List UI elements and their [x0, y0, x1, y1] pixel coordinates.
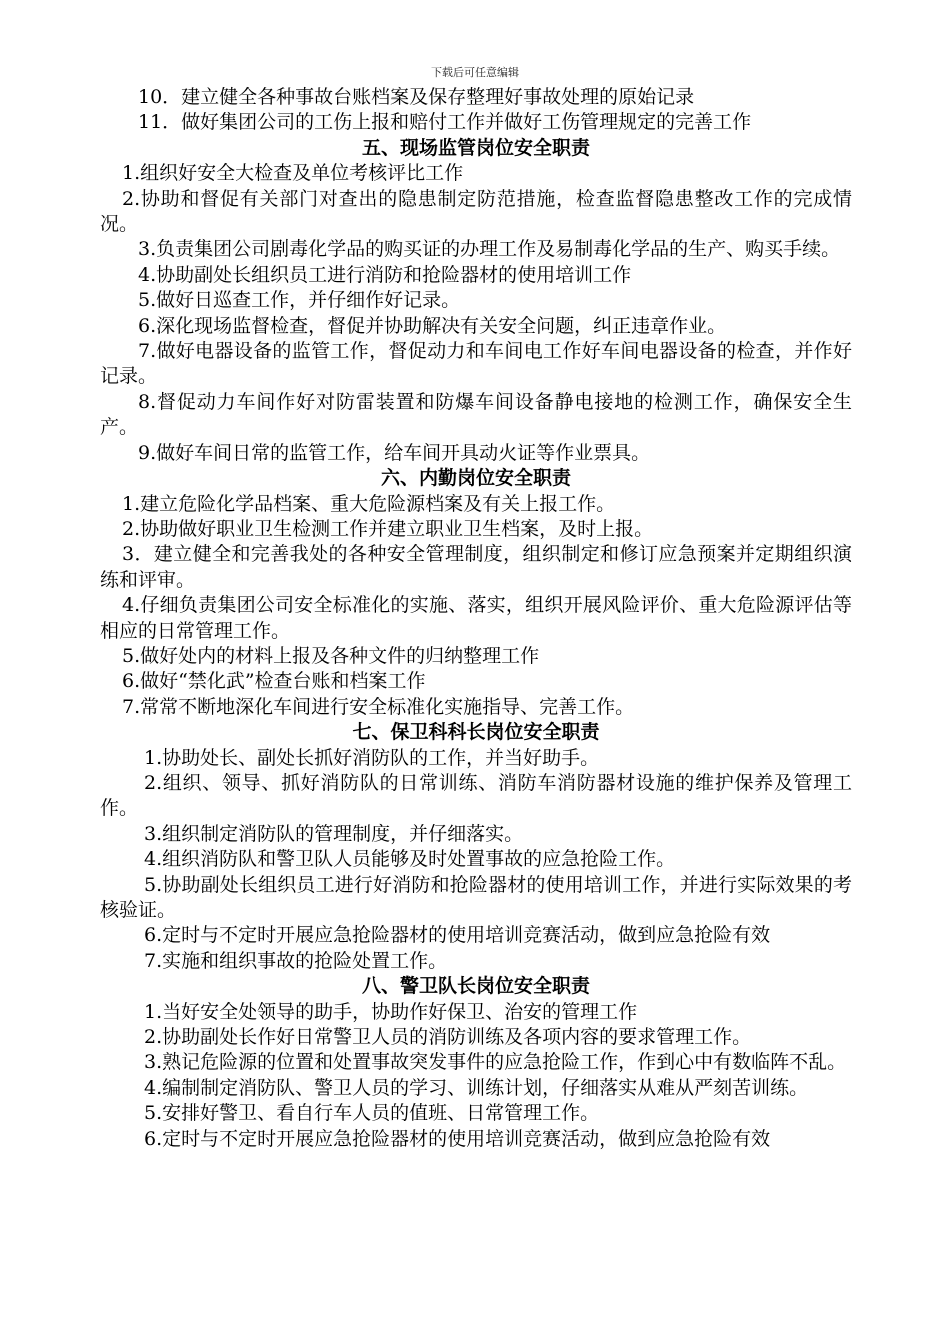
paragraph: 3.负责集团公司剧毒化学品的购买证的办理工作及易制毒化学品的生产、购买手续。	[138, 238, 841, 261]
header-note: 下载后可任意编辑	[431, 66, 519, 79]
paragraph: 7.实施和组织事故的抢险处置工作。	[144, 949, 448, 972]
paragraph: 1.协助处长、副处长抓好消防队的工作，并当好助手。	[144, 746, 600, 769]
paragraph: 6.深化现场监督检查，督促并协助解决有关安全问题，纠正违章作业。	[138, 314, 727, 337]
paragraph: 5.安排好警卫、看自行车人员的值班、日常管理工作。	[144, 1102, 600, 1125]
paragraph: 5.做好日巡查工作，并仔细作好记录。	[138, 289, 461, 312]
paragraph: 9.做好车间日常的监管工作，给车间开具动火证等作业票具。	[138, 441, 651, 464]
paragraph: 7.做好电器设备的监管工作，督促动力和车间电工作好车间电器设备的检查，并作好记录。	[100, 340, 852, 388]
paragraph: 5.协助副处长组织员工进行好消防和抢险器材的使用培训工作，并进行实际效果的考核验证。	[100, 873, 852, 921]
paragraph: 7.常常不断地深化车间进行安全标准化实施指导、完善工作。	[122, 695, 635, 718]
paragraph: 3.熟记危险源的位置和处置事故突发事件的应急抢险工作，作到心中有数临阵不乱。	[144, 1051, 847, 1074]
paragraph: 8.督促动力车间作好对防雷装置和防爆车间设备静电接地的检测工作，确保安全生产。	[100, 390, 852, 439]
paragraph: 11．做好集团公司的工伤上报和赔付工作并做好工伤管理规定的完善工作	[138, 111, 752, 134]
paragraph: 1.建立危险化学品档案、重大危险源档案及有关上报工作。	[122, 492, 616, 515]
paragraph: 1.当好安全处领导的助手，协助作好保卫、治安的管理工作	[144, 1000, 638, 1023]
paragraph: 6.定时与不定时开展应急抢险器材的使用培训竞赛活动，做到应急抢险有效	[144, 924, 771, 947]
paragraph: 4.组织消防队和警卫队人员能够及时处置事故的应急抢险工作。	[144, 848, 676, 871]
section-heading: 八、警卫队长岗位安全职责	[361, 975, 590, 998]
section-heading: 七、保卫科科长岗位安全职责	[352, 721, 600, 744]
paragraph: 2.组织、领导、抓好消防队的日常训练、消防车消防器材设施的维护保养及管理工作。	[100, 771, 852, 820]
paragraph: 3.组织制定消防队的管理制度，并仔细落实。	[144, 822, 524, 845]
paragraph: 6.做好“禁化武”检查台账和档案工作	[122, 670, 426, 693]
section-heading: 六、内勤岗位安全职责	[380, 467, 571, 490]
paragraph: 6.定时与不定时开展应急抢险器材的使用培训竞赛活动，做到应急抢险有效	[144, 1127, 771, 1150]
document-body	[100, 85, 852, 1152]
section-heading: 五、现场监管岗位安全职责	[361, 136, 590, 159]
paragraph: 4.编制制定消防队、警卫人员的学习、训练计划，仔细落实从难从严刻苦训练。	[144, 1076, 809, 1099]
paragraph: 10．建立健全各种事故台账档案及保存整理好事故处理的原始记录	[138, 86, 695, 108]
paragraph: 2.协助副处长作好日常警卫人员的消防训练及各项内容的要求管理工作。	[144, 1026, 752, 1049]
paragraph: 5.做好处内的材料上报及各种文件的归纳整理工作	[122, 644, 540, 667]
paragraph: 2.协助和督促有关部门对查出的隐患制定防范措施，检查监督隐患整改工作的完成情况。	[100, 187, 852, 236]
paragraph: 4.仔细负责集团公司安全标准化的实施、落实，组织开展风险评价、重大危险源评估等相应的日常管理工作。	[100, 594, 852, 642]
paragraph: 1.组织好安全大检查及单位考核评比工作	[122, 162, 464, 185]
paragraph: 2.协助做好职业卫生检测工作并建立职业卫生档案，及时上报。	[122, 517, 654, 540]
paragraph: 4.协助副处长组织员工进行消防和抢险器材的使用培训工作	[138, 263, 632, 286]
paragraph: 3．建立健全和完善我处的各种安全管理制度，组织制定和修订应急预案并定期组织演练和评审。	[100, 543, 852, 591]
